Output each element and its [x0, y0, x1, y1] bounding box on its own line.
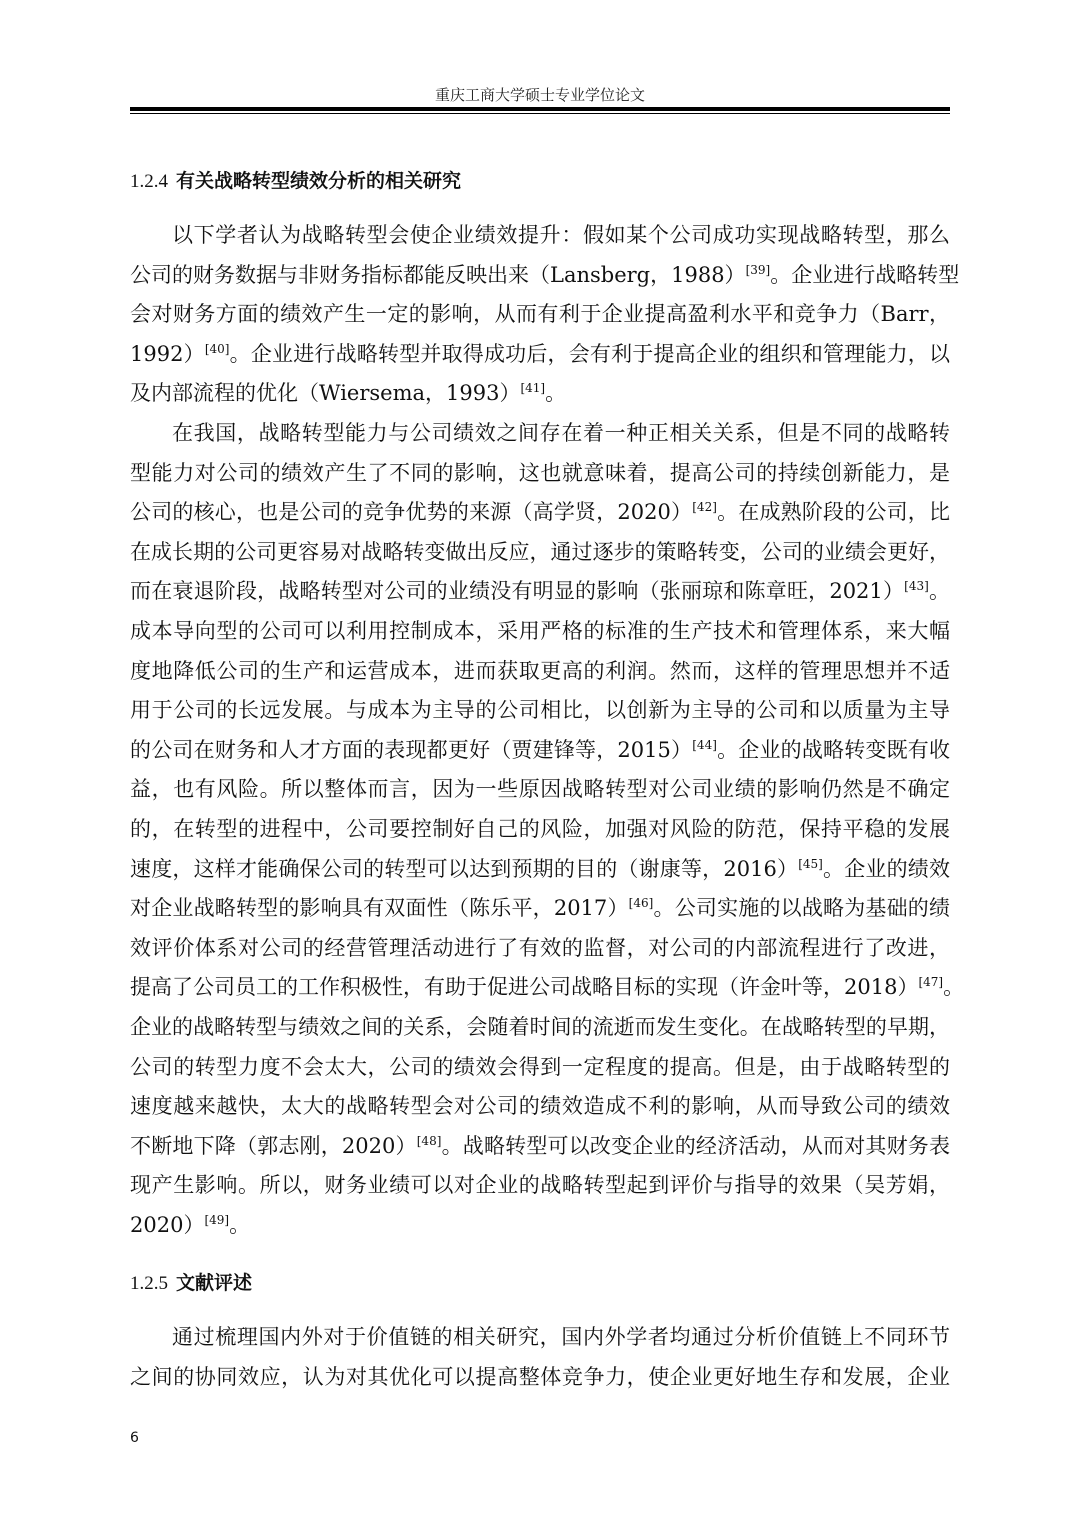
text-run: 会对财务方面的绩效产生一定的影响，从而有利于企业提高盈利水平和竞争力（Barr， [130, 302, 950, 327]
section-number: 1.2.5 [130, 1273, 168, 1294]
text-run: 而在衰退阶段，战略转型对公司的业绩没有明显的影响（张丽琼和陈章旺，2021） [130, 579, 905, 604]
text-run: 企业的战略转型与绩效之间的关系，会随着时间的流逝而发生变化。在战略转型的早期， [130, 1014, 950, 1039]
citation-ref: [45] [798, 856, 823, 871]
text-run: 。企业的绩效 [822, 856, 950, 881]
text-run: 。在成熟阶段的公司，比 [716, 500, 951, 525]
citation-ref: [49] [204, 1212, 230, 1227]
citation-ref: [48] [416, 1133, 442, 1148]
text-line [130, 652, 950, 692]
citation-ref: [40] [204, 341, 230, 356]
text-run: 的公司在财务和人才方面的表现都更好（贾建锋等，2015） [130, 737, 693, 762]
text-line [130, 256, 960, 296]
text-run: 。公司实施的以战略为基础的绩 [653, 896, 950, 921]
running-header: 重庆工商大学硕士专业学位论文 [434, 86, 645, 104]
text-run: 1992） [130, 341, 205, 366]
text-run: 。 [545, 381, 567, 406]
text-line [130, 216, 950, 256]
text-run: 。战略转型可以改变企业的经济活动，从而对其财务表 [441, 1133, 950, 1158]
section-title: 文献评述 [176, 1272, 253, 1294]
text-line [130, 1166, 950, 1206]
text-line [130, 414, 950, 454]
header-rule-thin [130, 113, 950, 114]
text-line [130, 533, 950, 573]
section-number: 1.2.4 [130, 171, 168, 192]
paragraph [130, 414, 965, 1245]
section-heading-1-2-4 [130, 166, 461, 193]
citation-ref: [39] [745, 262, 771, 277]
citation-ref: [43] [904, 579, 929, 594]
text-run: 。 [943, 975, 965, 1000]
text-run: 。企业进行战略转型 [770, 262, 960, 287]
citation-ref: [41] [520, 381, 546, 396]
text-line [130, 612, 950, 652]
text-line [130, 929, 950, 969]
text-run: 之间的协同效应，认为对其优化可以提高整体竞争力，使企业更好地生存和发展，企业 [130, 1364, 950, 1389]
text-line [130, 1358, 950, 1398]
text-run: 公司的核心，也是公司的竞争优势的来源（高学贤，2020） [130, 500, 693, 525]
text-run: 提高了公司员工的工作积极性，有助于促进公司战略目标的实现（许金叶等，2018） [130, 975, 919, 1000]
text-run: 。 [928, 579, 950, 604]
text-line [130, 295, 950, 335]
text-run: 在我国，战略转型能力与公司绩效之间存在着一种正相关关系，但是不同的战略转 [172, 421, 950, 445]
citation-ref: [44] [692, 737, 717, 752]
text-run: 。 [229, 1212, 251, 1237]
text-line [130, 691, 950, 731]
text-run: 通过梳理国内外对于价值链的相关研究，国内外学者均通过分析价值链上不同环节 [172, 1325, 950, 1349]
text-line [130, 493, 950, 533]
text-line [130, 335, 950, 375]
text-line [130, 1087, 950, 1127]
text-line [130, 1318, 950, 1358]
section-title: 有关战略转型绩效分析的相关研究 [176, 170, 462, 192]
text-line [130, 770, 950, 810]
text-run: 益，也有风险。所以整体而言，因为一些原因战略转型对公司业绩的影响仍然是不确定 [130, 777, 950, 802]
text-run: 及内部流程的优化（Wiersema，1993） [130, 381, 521, 406]
text-run: 现产生影响。所以，财务业绩可以对企业的战略转型起到评价与指导的效果（吴芳娟， [130, 1173, 950, 1198]
text-line [130, 1048, 950, 1088]
text-line [130, 374, 950, 414]
page-number: 6 [130, 1430, 139, 1446]
text-run: 速度，这样才能确保公司的转型可以达到预期的目的（谢康等，2016） [130, 856, 799, 881]
paragraph [130, 1318, 950, 1397]
text-run: 用于公司的长远发展。与成本为主导的公司相比，以创新为主导的公司和以质量为主导 [130, 698, 950, 723]
text-run: 不断地下降（郭志刚，2020） [130, 1133, 417, 1158]
text-run: 效评价体系对公司的经营管理活动进行了有效的监督，对公司的内部流程进行了改进， [130, 935, 950, 960]
paragraph [130, 216, 960, 414]
text-run: 对企业战略转型的影响具有双面性（陈乐平，2017） [130, 896, 629, 921]
citation-ref: [47] [918, 975, 944, 990]
section-heading-1-2-5 [130, 1268, 252, 1295]
text-line [130, 572, 950, 612]
text-line [130, 850, 950, 890]
text-line [130, 1008, 950, 1048]
text-run: 。企业的战略转变既有收 [716, 737, 951, 762]
header-rule-thick [130, 107, 950, 111]
text-line [130, 1127, 950, 1167]
text-run: 成本导向型的公司可以利用控制成本，采用严格的标准的生产技术和管理体系，来大幅 [130, 618, 950, 643]
text-line [130, 889, 950, 929]
text-run: 。企业进行战略转型并取得成功后，会有利于提高企业的组织和管理能力，以 [229, 341, 950, 366]
text-run: 公司的财务数据与非财务指标都能反映出来（Lansberg，1988） [130, 262, 746, 287]
text-run: 的，在转型的进程中，公司要控制好自己的风险，加强对风险的防范，保持平稳的发展 [130, 816, 950, 841]
text-line [130, 1206, 950, 1246]
text-run: 以下学者认为战略转型会使企业绩效提升：假如某个公司成功实现战略转型，那么 [172, 223, 950, 247]
citation-ref: [42] [692, 500, 717, 515]
text-line [130, 454, 950, 494]
text-line [130, 968, 965, 1008]
text-run: 度地降低公司的生产和运营成本，进而获取更高的利润。然而，这样的管理思想并不适 [130, 658, 950, 683]
text-run: 速度越来越快，太大的战略转型会对公司的绩效造成不利的影响，从而导致公司的绩效 [130, 1094, 950, 1119]
text-line [130, 731, 950, 771]
text-run: 2020） [130, 1212, 205, 1237]
text-line [130, 810, 950, 850]
text-run: 在成长期的公司更容易对战略转变做出反应，通过逐步的策略转变，公司的业绩会更好， [130, 539, 950, 564]
text-run: 型能力对公司的绩效产生了不同的影响，这也就意味着，提高公司的持续创新能力，是 [130, 460, 950, 485]
text-run: 公司的转型力度不会太大，公司的绩效会得到一定程度的提高。但是，由于战略转型的 [130, 1054, 950, 1079]
citation-ref: [46] [628, 896, 654, 911]
